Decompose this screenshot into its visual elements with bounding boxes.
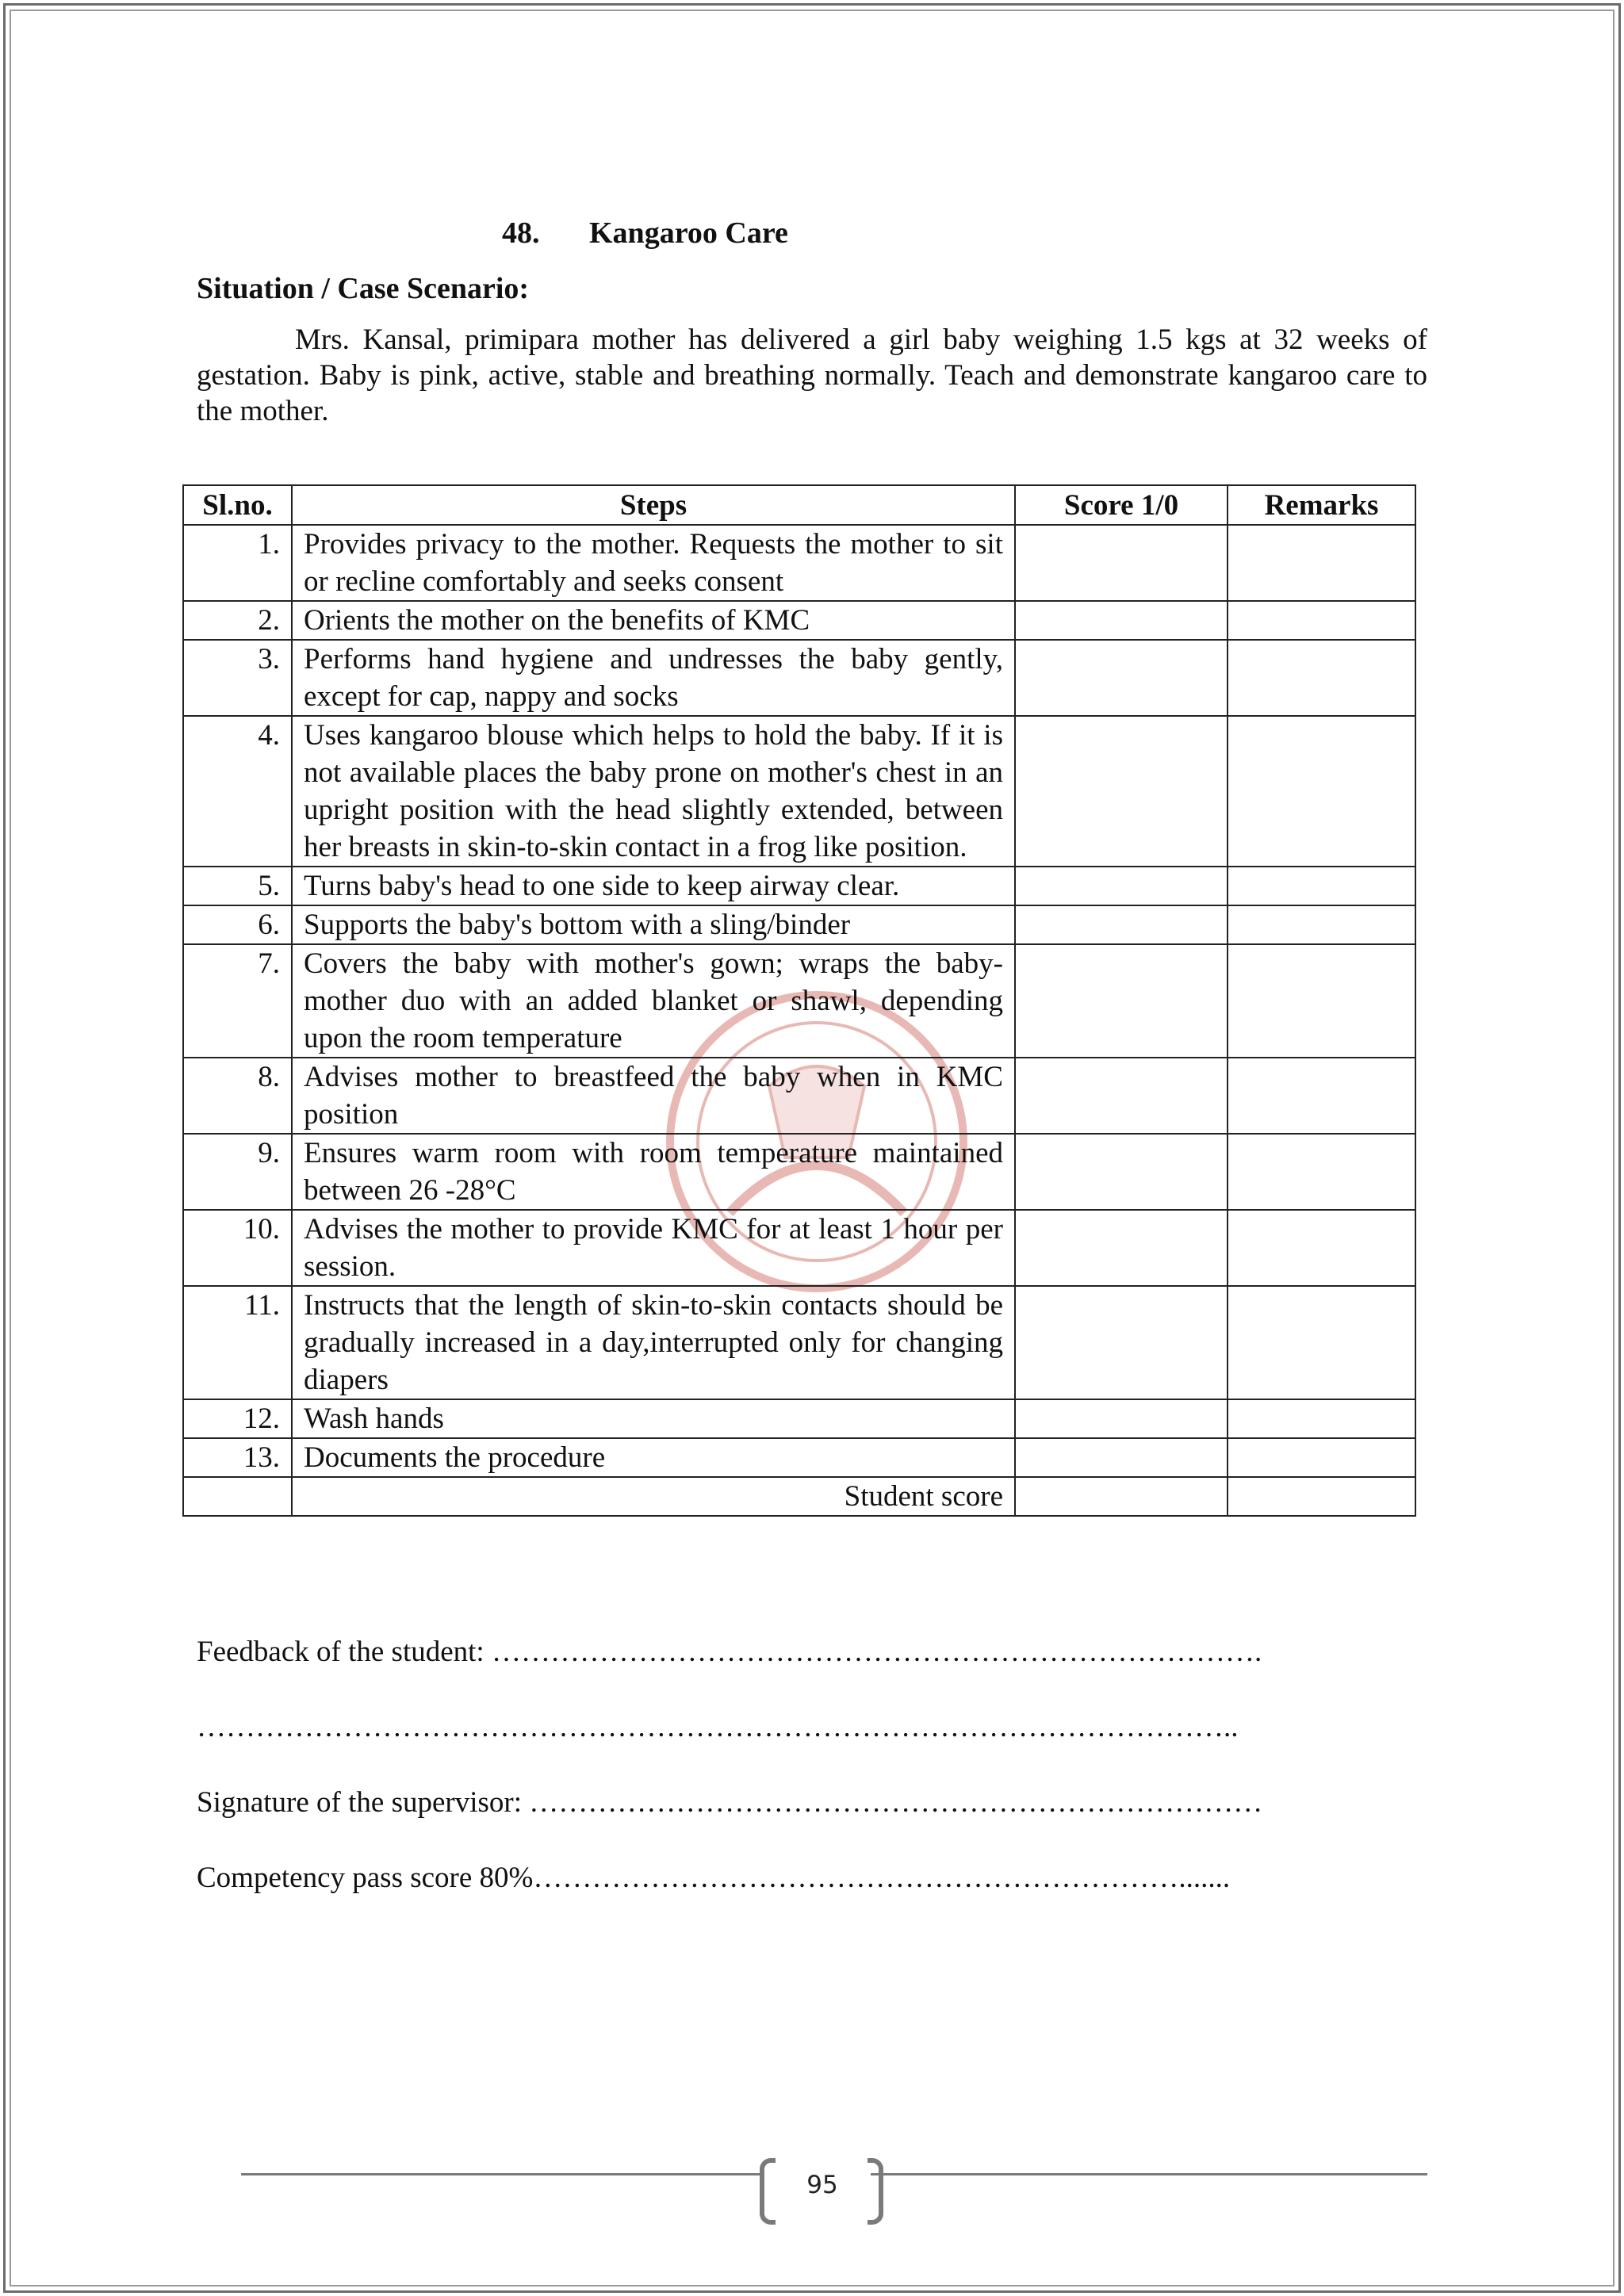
row-number: 7. — [183, 944, 292, 1058]
row-number: 12. — [183, 1399, 292, 1438]
row-remarks-cell[interactable] — [1228, 525, 1415, 601]
table-row — [183, 525, 1415, 601]
checklist-table — [182, 484, 1416, 1517]
header-score: Score 1/0 — [1015, 485, 1228, 525]
row-remarks-cell[interactable] — [1228, 867, 1415, 905]
right-bracket-icon — [868, 2158, 883, 2225]
feedback-line[interactable]: Feedback of the student: ……………………………………………………………………. — [197, 1636, 1262, 1668]
row-number: 1. — [183, 525, 292, 601]
table-row — [183, 905, 1415, 944]
competency-pass-score-line: Competency pass score 80%…………………………………………………………....... — [197, 1862, 1231, 1894]
row-number: 10. — [183, 1210, 292, 1286]
row-score-cell[interactable] — [1015, 1438, 1228, 1477]
heading-number: 48. — [502, 216, 540, 250]
row-number: 8. — [183, 1058, 292, 1134]
row-remarks-cell[interactable] — [1228, 1134, 1415, 1210]
row-remarks-cell[interactable] — [1228, 640, 1415, 716]
row-number: 4. — [183, 716, 292, 867]
row-step: Orients the mother on the benefits of KMC — [292, 601, 1015, 640]
row-remarks-cell[interactable] — [1228, 944, 1415, 1058]
row-score-cell[interactable] — [1015, 1134, 1228, 1210]
table-row — [183, 1399, 1415, 1438]
supervisor-signature-line[interactable]: Signature of the supervisor: ………………………………………………………………… — [197, 1786, 1263, 1819]
row-score-cell[interactable] — [1015, 1058, 1228, 1134]
row-number: 6. — [183, 905, 292, 944]
table-row — [183, 1134, 1415, 1210]
total-score-cell[interactable] — [1015, 1477, 1228, 1516]
row-score-cell[interactable] — [1015, 1286, 1228, 1399]
footer-rule-left — [241, 2173, 761, 2175]
row-remarks-cell[interactable] — [1228, 601, 1415, 640]
row-number: 9. — [183, 1134, 292, 1210]
row-score-cell[interactable] — [1015, 944, 1228, 1058]
heading-title: Kangaroo Care — [589, 216, 788, 250]
student-score-label: Student score — [292, 1477, 1015, 1516]
row-score-cell[interactable] — [1015, 1399, 1228, 1438]
row-remarks-cell[interactable] — [1228, 1286, 1415, 1399]
row-remarks-cell[interactable] — [1228, 716, 1415, 867]
left-bracket-icon — [760, 2158, 776, 2225]
row-step: Covers the baby with mother's gown; wraps the baby-mother duo with an added blanket or shawl, depending upon the room temperature — [292, 944, 1015, 1058]
table-row — [183, 944, 1415, 1058]
row-number: 5. — [183, 867, 292, 905]
row-step: Documents the procedure — [292, 1438, 1015, 1477]
row-step: Performs hand hygiene and undresses the baby gently, except for cap, nappy and socks — [292, 640, 1015, 716]
header-steps: Steps — [292, 485, 1015, 525]
section-heading — [502, 216, 788, 251]
page-number: 95 — [806, 2171, 838, 2199]
row-number: 11. — [183, 1286, 292, 1399]
table-row — [183, 1058, 1415, 1134]
total-sl-cell — [183, 1477, 292, 1516]
row-score-cell[interactable] — [1015, 525, 1228, 601]
table-row — [183, 640, 1415, 716]
row-remarks-cell[interactable] — [1228, 1438, 1415, 1477]
row-score-cell[interactable] — [1015, 716, 1228, 867]
header-remarks: Remarks — [1228, 485, 1415, 525]
row-score-cell[interactable] — [1015, 867, 1228, 905]
row-step: Turns baby's head to one side to keep airway clear. — [292, 867, 1015, 905]
row-remarks-cell[interactable] — [1228, 1399, 1415, 1438]
header-slno: Sl.no. — [183, 485, 292, 525]
row-number: 13. — [183, 1438, 292, 1477]
table-row — [183, 1210, 1415, 1286]
total-remarks-cell[interactable] — [1228, 1477, 1415, 1516]
table-row — [183, 601, 1415, 640]
row-score-cell[interactable] — [1015, 905, 1228, 944]
footer-rule-right — [871, 2173, 1427, 2175]
row-step: Uses kangaroo blouse which helps to hold the baby. If it is not available places the baby prone on mother's chest in an upright position with the head slightly extended, between her breasts in skin-to-skin contact in a frog like position. — [292, 716, 1015, 867]
row-score-cell[interactable] — [1015, 640, 1228, 716]
row-remarks-cell[interactable] — [1228, 905, 1415, 944]
row-score-cell[interactable] — [1015, 1210, 1228, 1286]
row-number: 3. — [183, 640, 292, 716]
row-step: Supports the baby's bottom with a sling/binder — [292, 905, 1015, 944]
feedback-continuation-line[interactable]: …………………………………………………………………………………………….. — [197, 1711, 1239, 1743]
row-step: Wash hands — [292, 1399, 1015, 1438]
row-score-cell[interactable] — [1015, 601, 1228, 640]
row-step: Instructs that the length of skin-to-skin contacts should be gradually increased in a day,interrupted only for changing diapers — [292, 1286, 1015, 1399]
row-step: Ensures warm room with room temperature maintained between 26 -28°C — [292, 1134, 1015, 1210]
row-step: Advises mother to breastfeed the baby when in KMC position — [292, 1058, 1015, 1134]
scenario-text: Mrs. Kansal, primipara mother has delivered a girl baby weighing 1.5 kgs at 32 weeks of gestation. Baby is pink, active, stable and breathing normally. Teach and demonstrate kangaroo care to the mother. — [197, 323, 1427, 427]
table-row — [183, 1438, 1415, 1477]
row-remarks-cell[interactable] — [1228, 1058, 1415, 1134]
row-number: 2. — [183, 601, 292, 640]
row-step: Provides privacy to the mother. Requests the mother to sit or recline comfortably and seeks consent — [292, 525, 1015, 601]
table-row — [183, 1286, 1415, 1399]
row-step: Advises the mother to provide KMC for at least 1 hour per session. — [292, 1210, 1015, 1286]
table-row — [183, 867, 1415, 905]
table-row — [183, 716, 1415, 867]
table-total-row — [183, 1477, 1415, 1516]
table-header-row — [183, 485, 1415, 525]
row-remarks-cell[interactable] — [1228, 1210, 1415, 1286]
scenario-label: Situation / Case Scenario: — [197, 272, 530, 305]
